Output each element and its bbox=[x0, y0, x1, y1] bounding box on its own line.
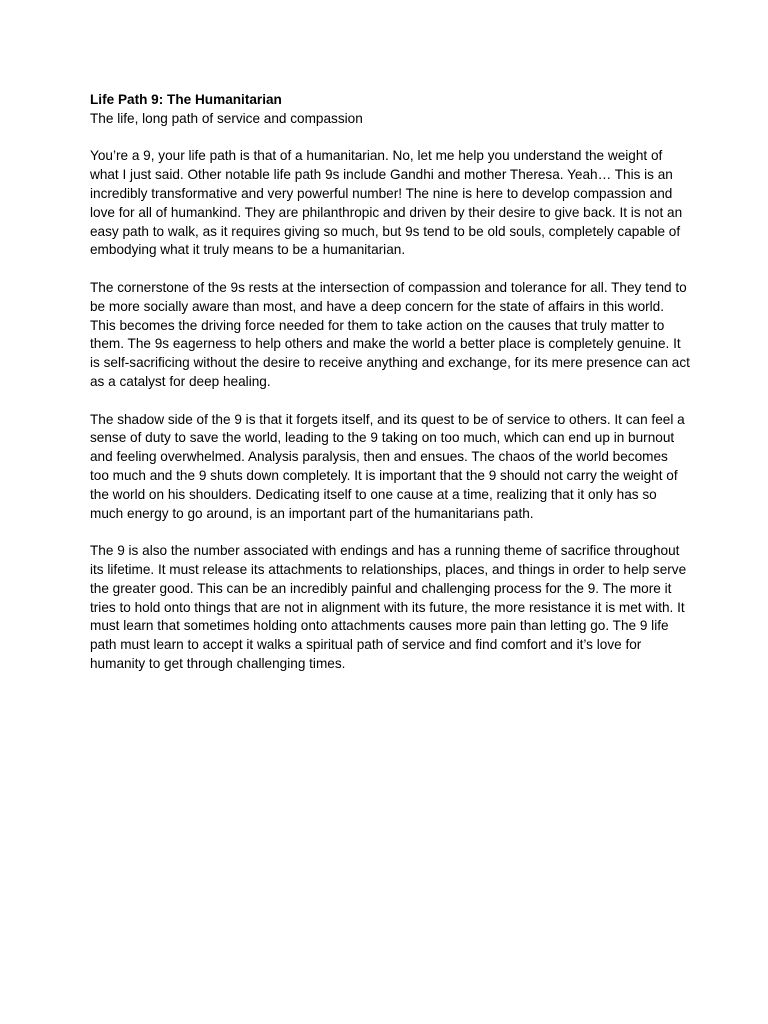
document-page bbox=[90, 91, 690, 693]
paragraph-endings: The 9 is also the number associated with endings and has a running theme of sacrifice throughout its lifetime. It must release its attachments to relationships, places, and things in order to help serve the greater good. This can be an incredibly painful and challenging process for the 9. The more it tries to hold onto things that are not in alignment with its future, the more resistance it is met with. It must learn that sometimes holding onto attachments causes more pain than letting go. The 9 life path must learn to accept it walks a spiritual path of service and find comfort and it’s love for humanity to get through challenging times. bbox=[90, 543, 687, 671]
paragraph-shadow-side: The shadow side of the 9 is that it forgets itself, and its quest to be of service to others. It can feel a sense of duty to save the world, leading to the 9 taking on too much, which can end up in burnout and feeling overwhelmed. Analysis paralysis, then and ensues. The chaos of the world becomes too much and the 9 shuts down completely. It is important that the 9 should not carry the weight of the world on his shoulders. Dedicating itself to one cause at a time, realizing that it only has so much energy to go around, is an important part of the humanitarians path. bbox=[90, 411, 685, 521]
paragraph-cornerstone: The cornerstone of the 9s rests at the intersection of compassion and tolerance for all. They tend to be more socially aware than most, and have a deep concern for the state of affairs in this world. This becomes the driving force needed for them to take action on the causes that truly matter to them. The 9s eagerness to help others and make the world a better place is completely genuine. It is self-sacrificing without the desire to receive anything and exchange, for its mere presence can act as a catalyst for deep healing. bbox=[90, 279, 690, 389]
document-title: Life Path 9: The Humanitarian bbox=[90, 92, 282, 107]
document-subtitle: The life, long path of service and compassion bbox=[90, 110, 363, 126]
paragraph-intro: You’re a 9, your life path is that of a humanitarian. No, let me help you understand the weight of what I just said. Other notable life path 9s include Gandhi and mother Theresa. Yeah… This is an incredibly transformative and very powerful number! The nine is here to develop compassion and love for all of humankind. They are philanthropic and driven by their desire to give back. It is not an easy path to walk, as it requires giving so much, but 9s tend to be old souls, completely capable of embodying what it truly means to be a humanitarian. bbox=[90, 148, 683, 258]
